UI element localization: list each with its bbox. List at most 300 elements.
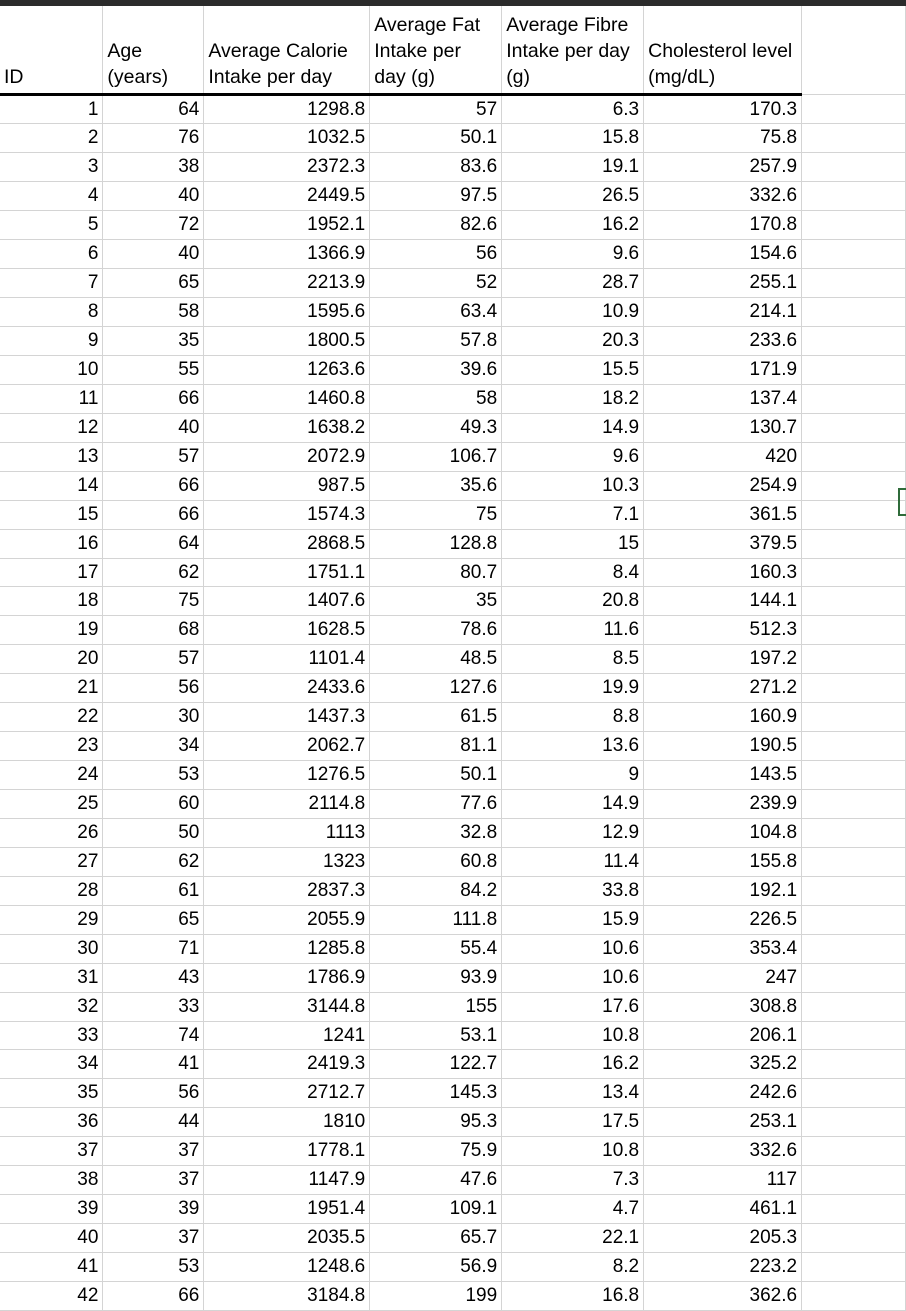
cell-cholesterol[interactable]: 137.4 [644, 384, 802, 413]
cell-id[interactable]: 10 [0, 355, 103, 384]
cell-cholesterol[interactable]: 190.5 [644, 732, 802, 761]
cell-fat[interactable]: 49.3 [370, 413, 502, 442]
cell-calorie[interactable]: 2419.3 [204, 1050, 370, 1079]
cell-fibre[interactable]: 15.9 [502, 905, 644, 934]
cell-fat[interactable]: 97.5 [370, 182, 502, 211]
cell-calorie[interactable]: 1113 [204, 818, 370, 847]
cell-fibre[interactable]: 12.9 [502, 818, 644, 847]
cell-calorie[interactable]: 987.5 [204, 471, 370, 500]
cell-fat[interactable]: 77.6 [370, 790, 502, 819]
cell-fibre[interactable]: 17.5 [502, 1108, 644, 1137]
cell-empty[interactable] [802, 500, 906, 529]
cell-id[interactable]: 26 [0, 818, 103, 847]
cell-fat[interactable]: 75 [370, 500, 502, 529]
cell-cholesterol[interactable]: 233.6 [644, 327, 802, 356]
cell-id[interactable]: 22 [0, 703, 103, 732]
cell-empty[interactable] [802, 674, 906, 703]
cell-cholesterol[interactable]: 117 [644, 1166, 802, 1195]
cell-id[interactable]: 15 [0, 500, 103, 529]
cell-fibre[interactable]: 8.2 [502, 1253, 644, 1282]
cell-empty[interactable] [802, 1108, 906, 1137]
cell-age[interactable]: 37 [103, 1166, 204, 1195]
cell-calorie[interactable]: 2035.5 [204, 1224, 370, 1253]
cell-fat[interactable]: 128.8 [370, 529, 502, 558]
cell-fibre[interactable]: 11.6 [502, 616, 644, 645]
cell-calorie[interactable]: 1951.4 [204, 1195, 370, 1224]
cell-fibre[interactable]: 33.8 [502, 876, 644, 905]
cell-age[interactable]: 57 [103, 645, 204, 674]
cell-calorie[interactable]: 1952.1 [204, 211, 370, 240]
cell-empty[interactable] [802, 587, 906, 616]
cell-age[interactable]: 58 [103, 298, 204, 327]
cell-calorie[interactable]: 1241 [204, 1021, 370, 1050]
cell-empty[interactable] [802, 124, 906, 153]
cell-fibre[interactable]: 4.7 [502, 1195, 644, 1224]
cell-fibre[interactable]: 9 [502, 761, 644, 790]
cell-fibre[interactable]: 10.8 [502, 1137, 644, 1166]
cell-empty[interactable] [802, 269, 906, 298]
cell-age[interactable]: 44 [103, 1108, 204, 1137]
cell-id[interactable]: 42 [0, 1281, 103, 1310]
cell-fibre[interactable]: 10.8 [502, 1021, 644, 1050]
cell-age[interactable]: 40 [103, 240, 204, 269]
cell-fat[interactable]: 95.3 [370, 1108, 502, 1137]
cell-age[interactable]: 34 [103, 732, 204, 761]
cell-empty[interactable] [802, 298, 906, 327]
cell-id[interactable]: 29 [0, 905, 103, 934]
cell-id[interactable]: 33 [0, 1021, 103, 1050]
cell-calorie[interactable]: 2433.6 [204, 674, 370, 703]
cell-fat[interactable]: 60.8 [370, 847, 502, 876]
cell-calorie[interactable]: 1778.1 [204, 1137, 370, 1166]
cell-age[interactable]: 66 [103, 500, 204, 529]
cell-calorie[interactable]: 1810 [204, 1108, 370, 1137]
cell-age[interactable]: 30 [103, 703, 204, 732]
cell-empty[interactable] [802, 616, 906, 645]
cell-fat[interactable]: 145.3 [370, 1079, 502, 1108]
cell-calorie[interactable]: 1574.3 [204, 500, 370, 529]
cell-calorie[interactable]: 2213.9 [204, 269, 370, 298]
cell-fat[interactable]: 122.7 [370, 1050, 502, 1079]
cell-calorie[interactable]: 1263.6 [204, 355, 370, 384]
cell-calorie[interactable]: 2072.9 [204, 442, 370, 471]
cell-fibre[interactable]: 8.5 [502, 645, 644, 674]
cell-cholesterol[interactable]: 512.3 [644, 616, 802, 645]
cell-empty[interactable] [802, 558, 906, 587]
cell-id[interactable]: 13 [0, 442, 103, 471]
cell-cholesterol[interactable]: 332.6 [644, 1137, 802, 1166]
cell-fibre[interactable]: 11.4 [502, 847, 644, 876]
cell-cholesterol[interactable]: 75.8 [644, 124, 802, 153]
cell-calorie[interactable]: 2868.5 [204, 529, 370, 558]
cell-cholesterol[interactable]: 192.1 [644, 876, 802, 905]
cell-fibre[interactable]: 15 [502, 529, 644, 558]
cell-id[interactable]: 7 [0, 269, 103, 298]
cell-fat[interactable]: 83.6 [370, 153, 502, 182]
cell-fibre[interactable]: 7.1 [502, 500, 644, 529]
cell-fat[interactable]: 65.7 [370, 1224, 502, 1253]
cell-id[interactable]: 11 [0, 384, 103, 413]
cell-fibre[interactable]: 16.2 [502, 1050, 644, 1079]
cell-cholesterol[interactable]: 170.8 [644, 211, 802, 240]
cell-age[interactable]: 76 [103, 124, 204, 153]
cell-fat[interactable]: 106.7 [370, 442, 502, 471]
cell-empty[interactable] [802, 905, 906, 934]
cell-cholesterol[interactable]: 247 [644, 963, 802, 992]
cell-id[interactable]: 17 [0, 558, 103, 587]
cell-age[interactable]: 65 [103, 905, 204, 934]
cell-fat[interactable]: 93.9 [370, 963, 502, 992]
cell-empty[interactable] [802, 876, 906, 905]
cell-fat[interactable]: 35 [370, 587, 502, 616]
cell-cholesterol[interactable]: 257.9 [644, 153, 802, 182]
cell-empty[interactable] [802, 1253, 906, 1282]
cell-id[interactable]: 24 [0, 761, 103, 790]
cell-id[interactable]: 14 [0, 471, 103, 500]
cell-calorie[interactable]: 1800.5 [204, 327, 370, 356]
cell-fat[interactable]: 39.6 [370, 355, 502, 384]
cell-cholesterol[interactable]: 379.5 [644, 529, 802, 558]
cell-id[interactable]: 28 [0, 876, 103, 905]
cell-fat[interactable]: 57 [370, 94, 502, 124]
cell-empty[interactable] [802, 529, 906, 558]
cell-fibre[interactable]: 19.1 [502, 153, 644, 182]
cell-fat[interactable]: 109.1 [370, 1195, 502, 1224]
cell-fibre[interactable]: 13.4 [502, 1079, 644, 1108]
cell-fat[interactable]: 127.6 [370, 674, 502, 703]
cell-cholesterol[interactable]: 154.6 [644, 240, 802, 269]
cell-empty[interactable] [802, 442, 906, 471]
cell-fat[interactable]: 58 [370, 384, 502, 413]
cell-cholesterol[interactable]: 130.7 [644, 413, 802, 442]
cell-fat[interactable]: 56 [370, 240, 502, 269]
cell-age[interactable]: 55 [103, 355, 204, 384]
cell-id[interactable]: 40 [0, 1224, 103, 1253]
cell-age[interactable]: 72 [103, 211, 204, 240]
cell-cholesterol[interactable]: 197.2 [644, 645, 802, 674]
cell-fibre[interactable]: 13.6 [502, 732, 644, 761]
cell-age[interactable]: 53 [103, 1253, 204, 1282]
cell-age[interactable]: 64 [103, 94, 204, 124]
header-age[interactable] [103, 6, 204, 94]
cell-cholesterol[interactable]: 205.3 [644, 1224, 802, 1253]
cell-id[interactable]: 34 [0, 1050, 103, 1079]
cell-calorie[interactable]: 1437.3 [204, 703, 370, 732]
cell-fibre[interactable]: 14.9 [502, 413, 644, 442]
cell-age[interactable]: 66 [103, 471, 204, 500]
cell-id[interactable]: 2 [0, 124, 103, 153]
cell-calorie[interactable]: 1323 [204, 847, 370, 876]
cell-empty[interactable] [802, 1079, 906, 1108]
cell-cholesterol[interactable]: 206.1 [644, 1021, 802, 1050]
header-id[interactable] [0, 6, 103, 94]
cell-fibre[interactable]: 8.4 [502, 558, 644, 587]
cell-cholesterol[interactable]: 239.9 [644, 790, 802, 819]
cell-id[interactable]: 25 [0, 790, 103, 819]
cell-cholesterol[interactable]: 214.1 [644, 298, 802, 327]
cell-age[interactable]: 35 [103, 327, 204, 356]
cell-fat[interactable]: 78.6 [370, 616, 502, 645]
cell-fat[interactable]: 199 [370, 1281, 502, 1310]
cell-id[interactable]: 38 [0, 1166, 103, 1195]
cell-calorie[interactable]: 1786.9 [204, 963, 370, 992]
cell-empty[interactable] [802, 327, 906, 356]
cell-empty[interactable] [802, 703, 906, 732]
cell-fat[interactable]: 35.6 [370, 471, 502, 500]
cell-calorie[interactable]: 1460.8 [204, 384, 370, 413]
cell-cholesterol[interactable]: 461.1 [644, 1195, 802, 1224]
cell-id[interactable]: 36 [0, 1108, 103, 1137]
cell-id[interactable]: 16 [0, 529, 103, 558]
cell-fat[interactable]: 81.1 [370, 732, 502, 761]
cell-calorie[interactable]: 2062.7 [204, 732, 370, 761]
cell-fat[interactable]: 155 [370, 992, 502, 1021]
cell-calorie[interactable]: 3144.8 [204, 992, 370, 1021]
cell-calorie[interactable]: 1147.9 [204, 1166, 370, 1195]
cell-age[interactable]: 66 [103, 1281, 204, 1310]
cell-fibre[interactable]: 7.3 [502, 1166, 644, 1195]
cell-cholesterol[interactable]: 144.1 [644, 587, 802, 616]
cell-age[interactable]: 66 [103, 384, 204, 413]
cell-cholesterol[interactable]: 253.1 [644, 1108, 802, 1137]
cell-age[interactable]: 38 [103, 153, 204, 182]
cell-fat[interactable]: 50.1 [370, 761, 502, 790]
header-fibre[interactable] [502, 6, 644, 94]
cell-fibre[interactable]: 17.6 [502, 992, 644, 1021]
cell-fibre[interactable]: 15.5 [502, 355, 644, 384]
cell-fat[interactable]: 57.8 [370, 327, 502, 356]
cell-empty[interactable] [802, 1050, 906, 1079]
cell-age[interactable]: 40 [103, 413, 204, 442]
cell-fibre[interactable]: 9.6 [502, 442, 644, 471]
cell-fibre[interactable]: 20.3 [502, 327, 644, 356]
cell-fibre[interactable]: 20.8 [502, 587, 644, 616]
cell-calorie[interactable]: 2372.3 [204, 153, 370, 182]
cell-calorie[interactable]: 1366.9 [204, 240, 370, 269]
cell-fibre[interactable]: 16.2 [502, 211, 644, 240]
cell-fat[interactable]: 48.5 [370, 645, 502, 674]
cell-empty[interactable] [802, 153, 906, 182]
cell-id[interactable]: 3 [0, 153, 103, 182]
cell-age[interactable]: 33 [103, 992, 204, 1021]
cell-fibre[interactable]: 15.8 [502, 124, 644, 153]
cell-age[interactable]: 65 [103, 269, 204, 298]
cell-age[interactable]: 61 [103, 876, 204, 905]
cell-cholesterol[interactable]: 155.8 [644, 847, 802, 876]
cell-calorie[interactable]: 2449.5 [204, 182, 370, 211]
cell-fibre[interactable]: 19.9 [502, 674, 644, 703]
cell-calorie[interactable]: 2837.3 [204, 876, 370, 905]
cell-fat[interactable]: 55.4 [370, 934, 502, 963]
cell-cholesterol[interactable]: 170.3 [644, 94, 802, 124]
cell-fat[interactable]: 82.6 [370, 211, 502, 240]
cell-calorie[interactable]: 1638.2 [204, 413, 370, 442]
header-cholesterol[interactable] [644, 6, 802, 94]
cell-empty[interactable] [802, 1281, 906, 1310]
cell-cholesterol[interactable]: 104.8 [644, 818, 802, 847]
cell-cholesterol[interactable]: 255.1 [644, 269, 802, 298]
cell-age[interactable]: 50 [103, 818, 204, 847]
cell-empty[interactable] [802, 1021, 906, 1050]
cell-cholesterol[interactable]: 242.6 [644, 1079, 802, 1108]
cell-age[interactable]: 64 [103, 529, 204, 558]
cell-id[interactable]: 31 [0, 963, 103, 992]
cell-calorie[interactable]: 2712.7 [204, 1079, 370, 1108]
cell-id[interactable]: 39 [0, 1195, 103, 1224]
cell-fibre[interactable]: 14.9 [502, 790, 644, 819]
cell-calorie[interactable]: 2055.9 [204, 905, 370, 934]
cell-age[interactable]: 56 [103, 1079, 204, 1108]
cell-empty[interactable] [802, 182, 906, 211]
cell-id[interactable]: 41 [0, 1253, 103, 1282]
cell-calorie[interactable]: 1298.8 [204, 94, 370, 124]
cell-calorie[interactable]: 3184.8 [204, 1281, 370, 1310]
cell-empty[interactable] [802, 645, 906, 674]
cell-fat[interactable]: 52 [370, 269, 502, 298]
cell-age[interactable]: 71 [103, 934, 204, 963]
cell-id[interactable]: 21 [0, 674, 103, 703]
cell-id[interactable]: 37 [0, 1137, 103, 1166]
cell-fat[interactable]: 84.2 [370, 876, 502, 905]
cell-empty[interactable] [802, 934, 906, 963]
cell-cholesterol[interactable]: 254.9 [644, 471, 802, 500]
cell-empty[interactable] [802, 240, 906, 269]
cell-age[interactable]: 75 [103, 587, 204, 616]
cell-empty[interactable] [802, 1137, 906, 1166]
cell-empty[interactable] [802, 847, 906, 876]
cell-cholesterol[interactable]: 271.2 [644, 674, 802, 703]
cell-cholesterol[interactable]: 160.3 [644, 558, 802, 587]
cell-fat[interactable]: 61.5 [370, 703, 502, 732]
cell-id[interactable]: 9 [0, 327, 103, 356]
cell-calorie[interactable]: 1032.5 [204, 124, 370, 153]
header-calorie[interactable] [204, 6, 370, 94]
cell-fibre[interactable]: 9.6 [502, 240, 644, 269]
cell-age[interactable]: 37 [103, 1137, 204, 1166]
cell-age[interactable]: 40 [103, 182, 204, 211]
cell-age[interactable]: 53 [103, 761, 204, 790]
cell-empty[interactable] [802, 471, 906, 500]
cell-fat[interactable]: 111.8 [370, 905, 502, 934]
cell-calorie[interactable]: 1285.8 [204, 934, 370, 963]
cell-fibre[interactable]: 18.2 [502, 384, 644, 413]
cell-fibre[interactable]: 8.8 [502, 703, 644, 732]
cell-empty[interactable] [802, 732, 906, 761]
cell-calorie[interactable]: 1751.1 [204, 558, 370, 587]
cell-empty[interactable] [802, 1224, 906, 1253]
cell-cholesterol[interactable]: 353.4 [644, 934, 802, 963]
cell-fat[interactable]: 63.4 [370, 298, 502, 327]
cell-age[interactable]: 57 [103, 442, 204, 471]
header-empty-cell[interactable] [802, 6, 906, 94]
cell-id[interactable]: 6 [0, 240, 103, 269]
cell-fibre[interactable]: 22.1 [502, 1224, 644, 1253]
cell-fibre[interactable]: 10.3 [502, 471, 644, 500]
cell-calorie[interactable]: 1248.6 [204, 1253, 370, 1282]
cell-fibre[interactable]: 16.8 [502, 1281, 644, 1310]
cell-fat[interactable]: 32.8 [370, 818, 502, 847]
cell-fat[interactable]: 50.1 [370, 124, 502, 153]
cell-fat[interactable]: 80.7 [370, 558, 502, 587]
cell-cholesterol[interactable]: 420 [644, 442, 802, 471]
cell-calorie[interactable]: 2114.8 [204, 790, 370, 819]
cell-cholesterol[interactable]: 160.9 [644, 703, 802, 732]
cell-fibre[interactable]: 26.5 [502, 182, 644, 211]
cell-cholesterol[interactable]: 325.2 [644, 1050, 802, 1079]
cell-id[interactable]: 8 [0, 298, 103, 327]
cell-id[interactable]: 12 [0, 413, 103, 442]
cell-id[interactable]: 27 [0, 847, 103, 876]
cell-empty[interactable] [802, 790, 906, 819]
cell-fibre[interactable]: 6.3 [502, 94, 644, 124]
cell-age[interactable]: 37 [103, 1224, 204, 1253]
cell-empty[interactable] [802, 818, 906, 847]
cell-fibre[interactable]: 10.6 [502, 963, 644, 992]
cell-id[interactable]: 32 [0, 992, 103, 1021]
cell-fat[interactable]: 56.9 [370, 1253, 502, 1282]
cell-id[interactable]: 35 [0, 1079, 103, 1108]
cell-fibre[interactable]: 28.7 [502, 269, 644, 298]
cell-age[interactable]: 60 [103, 790, 204, 819]
cell-cholesterol[interactable]: 223.2 [644, 1253, 802, 1282]
cell-empty[interactable] [802, 413, 906, 442]
cell-age[interactable]: 62 [103, 558, 204, 587]
cell-empty[interactable] [802, 992, 906, 1021]
cell-age[interactable]: 68 [103, 616, 204, 645]
cell-fat[interactable]: 53.1 [370, 1021, 502, 1050]
cell-calorie[interactable]: 1276.5 [204, 761, 370, 790]
cell-cholesterol[interactable]: 361.5 [644, 500, 802, 529]
cell-calorie[interactable]: 1101.4 [204, 645, 370, 674]
cell-empty[interactable] [802, 1195, 906, 1224]
cell-id[interactable]: 1 [0, 94, 103, 124]
cell-cholesterol[interactable]: 143.5 [644, 761, 802, 790]
cell-empty[interactable] [802, 384, 906, 413]
cell-age[interactable]: 39 [103, 1195, 204, 1224]
cell-id[interactable]: 18 [0, 587, 103, 616]
cell-cholesterol[interactable]: 226.5 [644, 905, 802, 934]
cell-id[interactable]: 30 [0, 934, 103, 963]
cell-empty[interactable] [802, 761, 906, 790]
cell-empty[interactable] [802, 355, 906, 384]
cell-empty[interactable] [802, 1166, 906, 1195]
cell-age[interactable]: 74 [103, 1021, 204, 1050]
cell-id[interactable]: 23 [0, 732, 103, 761]
cell-calorie[interactable]: 1595.6 [204, 298, 370, 327]
cell-cholesterol[interactable]: 362.6 [644, 1281, 802, 1310]
cell-fat[interactable]: 47.6 [370, 1166, 502, 1195]
cell-fat[interactable]: 75.9 [370, 1137, 502, 1166]
header-fat[interactable] [370, 6, 502, 94]
cell-id[interactable]: 4 [0, 182, 103, 211]
cell-age[interactable]: 56 [103, 674, 204, 703]
cell-id[interactable]: 20 [0, 645, 103, 674]
cell-cholesterol[interactable]: 332.6 [644, 182, 802, 211]
cell-fibre[interactable]: 10.6 [502, 934, 644, 963]
cell-empty[interactable] [802, 94, 906, 124]
cell-fibre[interactable]: 10.9 [502, 298, 644, 327]
cell-cholesterol[interactable]: 308.8 [644, 992, 802, 1021]
cell-age[interactable]: 62 [103, 847, 204, 876]
cell-age[interactable]: 43 [103, 963, 204, 992]
cell-empty[interactable] [802, 963, 906, 992]
cell-calorie[interactable]: 1628.5 [204, 616, 370, 645]
cell-age[interactable]: 41 [103, 1050, 204, 1079]
cell-id[interactable]: 5 [0, 211, 103, 240]
cell-cholesterol[interactable]: 171.9 [644, 355, 802, 384]
cell-id[interactable]: 19 [0, 616, 103, 645]
cell-calorie[interactable]: 1407.6 [204, 587, 370, 616]
